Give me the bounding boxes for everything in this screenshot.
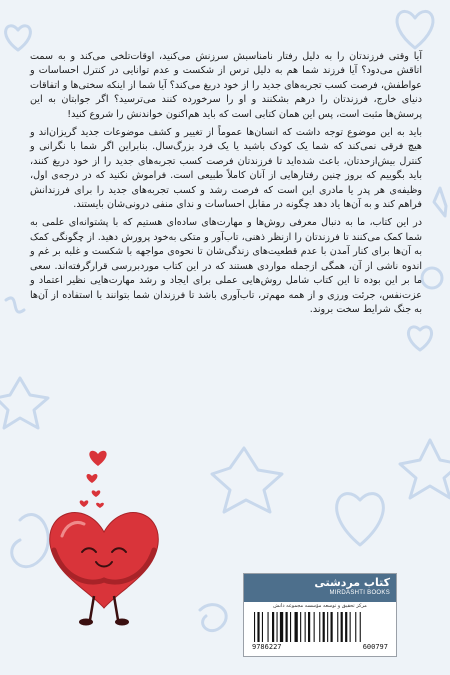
barcode-bar — [277, 612, 278, 642]
barcode-bar — [350, 612, 351, 642]
doodle-star-left — [0, 378, 48, 428]
barcode-bar — [360, 612, 361, 642]
small-heart-5 — [96, 503, 104, 508]
barcode-bar — [319, 612, 320, 642]
publisher-logo-text: کتاب مردشتی — [314, 576, 390, 589]
small-heart-4 — [80, 500, 89, 507]
barcode-bar — [345, 612, 347, 642]
small-heart-2 — [87, 474, 98, 483]
barcode-bar — [341, 612, 343, 642]
barcode-bar — [257, 612, 259, 642]
barcode-bar — [300, 612, 301, 642]
paragraph-closing: در این کتاب، ما به دنبال معرفی روش‌ها و مهارت‌های ساده‌ای هستیم که با پشتوانه‌ای علمی به شما کمک می‌کنند تا فرزندتان را ازنظر ذهنی، تاب‌آور و متکی به‌خود پرورش دهید. از چگونگی کمک به آن‌ها برای کنار آمدن با عدم قطعیت‌های زندگی‌شان تا نحوه‌ی مواجهه با شکست و غلبه بر غم و اندوه ناشی از آن، همگی ازجمله مواردی هستند که در این کتاب موردبررسی قرارگرفته‌اند. سعی ما بر این بوده تا این کتاب شامل روش‌هایی عملی برای ایجاد و رشد مهارت‌هایی نظیر اعتماد و عزت‌نفس، جرئت ورزی و از همه مهم‌تر، تاب‌آوری باشد تا فرزندان شما بتوانند با استفاده از آن‌ها به جنگ شرایط سخت بروند. — [30, 217, 422, 315]
barcode-bar — [337, 612, 338, 642]
barcode-bar — [305, 612, 306, 642]
barcode-bar — [280, 612, 283, 642]
doodle-spiral-mid — [200, 605, 226, 631]
barcode-bar — [331, 612, 333, 642]
doodle-heart-top-left — [6, 26, 31, 50]
doodle-squiggle-left — [6, 298, 24, 312]
barcode-digits-group-1: 9786227 — [252, 643, 282, 651]
heart-foot-right — [115, 619, 129, 626]
publisher-subtitle: مرکز تحقیق و توسعه مؤسسه مجموعه دانش — [273, 603, 367, 609]
doodle-heart-bottom-right — [337, 494, 384, 545]
small-heart-1 — [89, 451, 106, 466]
heart-character-illustration — [40, 440, 170, 630]
doodle-star-bottom-mid — [212, 448, 282, 512]
barcode-digits — [252, 643, 388, 653]
barcode-bar — [268, 612, 269, 642]
barcode-bar — [286, 612, 288, 642]
barcode-bar — [272, 612, 274, 642]
paragraph-intro: آیا وقتی فرزندتان را به دلیل رفتار نامناسبش سرزنش می‌کنید، اوقات‌تلخی می‌کند و به سمت اتاقش می‌دود؟ آیا فرزند شما هم به دلیل ترس از شکست و عدم توانایی در کنترل احساسات و عواطفش، فرصت کسب تجربه‌های جدید را از خود دریغ می‌کند؟ آیا شما از اینکه سختی‌ها و اتفاقات دنیای خارج، فرزندتان را درهم بشکنند و او را سرخورده کنند می‌ترسید؟ اگر جوابتان به این پرسش‌ها مثبت است، پس این همان کتابی است که باید هم‌اکنون خواندنش را شروع کنید! — [30, 51, 422, 120]
barcode-bar — [254, 612, 255, 642]
barcode-bar — [314, 612, 315, 642]
barcode-bar — [355, 612, 356, 642]
doodle-star-bottom-right — [400, 440, 450, 498]
barcode-digits-group-2: 600797 — [362, 643, 388, 651]
publisher-band — [244, 574, 396, 602]
doodle-circle-right — [422, 268, 442, 288]
barcode-bar — [290, 612, 291, 642]
barcode-bar — [295, 612, 298, 642]
small-heart-3 — [92, 490, 101, 497]
doodle-star-right — [434, 188, 446, 216]
back-cover-text — [30, 50, 422, 321]
barcode-bar — [262, 612, 263, 642]
heart-leg-left — [90, 596, 94, 620]
heart-leg-right — [114, 596, 118, 620]
barcode-bar — [323, 612, 325, 642]
doodle-heart-mid-right — [408, 327, 431, 350]
heart-foot-left — [79, 619, 93, 626]
barcode-bar — [327, 612, 328, 642]
doodle-heart-top-right — [397, 11, 433, 48]
paragraph-middle: باید به این موضوع توجه داشت که انسان‌ها عموماً از تغییر و کشف موضوعات جدید گریزان‌اند و هیچ فرقی نمی‌کند که شما یک کودک باشید یا یک فرد بزرگ‌سال. بنابراین اگر شما با نگرانی و کنترل بیش‌ازحدتان، باعث شده‌اید تا فرزندتان فرصت کسب تجربه‌های جدید را از خود دریغ کنند، باید بگوییم که بروز چنین رفتارهایی از آنان کاملاً طبیعی است. فراموش نکنید که در درجه‌ی اول، وظیفه‌ی هر پدر یا مادری این است که فرصت رشد و کسب تجربه‌های جدید را برای فرزندانش فراهم کند و به آن‌ها یاد دهد چگونه در مقابل احساسات و ندای منفی درونی‌شان بایستند. — [30, 127, 422, 211]
publisher-english-name: MIRDASHTI BOOKS — [329, 590, 390, 596]
barcode-bar — [308, 612, 310, 642]
barcode-bars — [252, 612, 388, 642]
barcode-panel — [243, 573, 397, 657]
